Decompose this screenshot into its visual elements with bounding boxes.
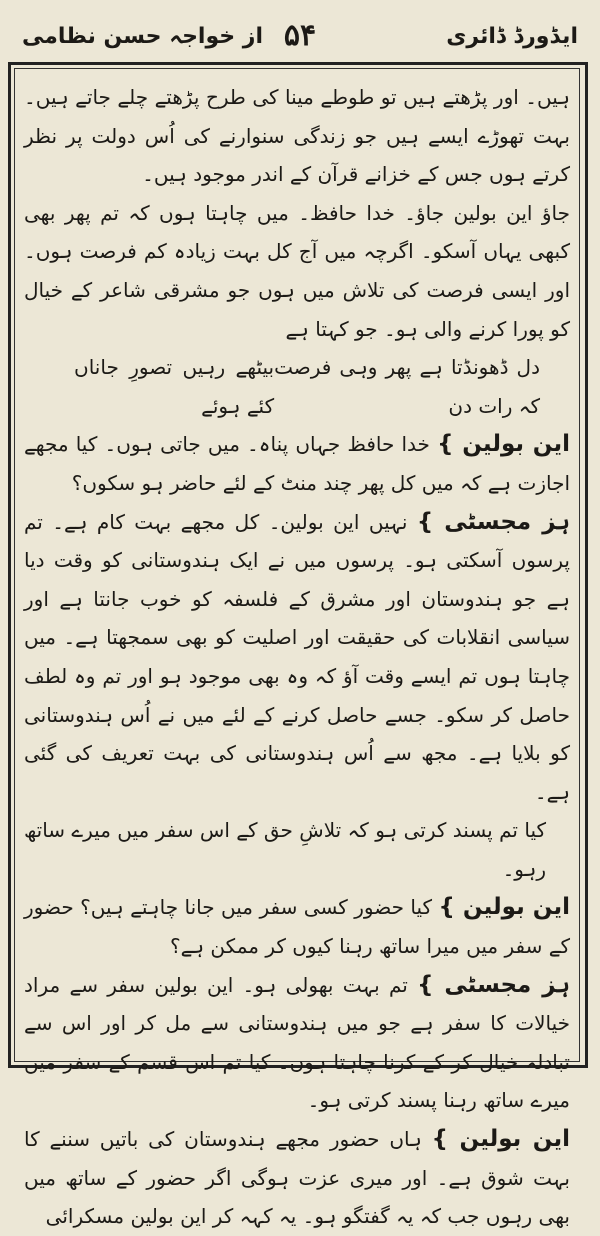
speaker-label: ہز مجسٹی } — [417, 971, 570, 998]
speaker-label: ہز مجسٹی } — [416, 508, 571, 535]
paragraph: ہیں۔ اور پڑھتے ہیں تو طوطے مینا کی طرح پڑھتے چلے جاتے ہیں۔ بہت تھوڑے ایسے ہیں جو زندگی سنوارنے کی اُس دولت پر نظر کرتے ہوں جس کے خزانے قرآن کے اندر موجود ہیں۔ — [24, 85, 570, 187]
dialogue-line — [24, 503, 570, 812]
body-text — [24, 78, 571, 1229]
dialogue-text: خدا حافظ جہاں پناہ۔ میں جاتی ہوں۔ کیا مجھے اجازت ہے کہ میں کل پھر چند منٹ کے لئے حاضر ہو سکوں؟ — [24, 432, 570, 495]
speaker-label: این بولین } — [438, 894, 570, 921]
verse-first-line: دل ڈھونڈتا ہے پھر وہی فرصت کہ رات دن — [274, 355, 540, 418]
speaker-label: این بولین } — [431, 1126, 570, 1153]
verse-second-line: بیٹھے رہیں تصورِ جاناں کئے ہوئے — [74, 355, 275, 418]
author-credit: از خواجہ حسن نظامی — [22, 24, 263, 49]
running-head — [18, 14, 582, 58]
book-title: ایڈورڈ ڈائری — [446, 24, 578, 49]
dialogue-text: ہاں حضور مجھے ہندوستان کی باتیں سننے کا بہت شوق ہے۔ اور میری عزت ہوگی اگر حضور کے ساتھ میں بھی رہوں جب کہ یہ گفتگو ہو۔ یہ کہہ کر این بولین مسکرائی — [24, 1127, 570, 1229]
paragraph: کیا تم پسند کرتی ہو کہ تلاشِ حق کے اس سفر میں میرے ساتھ رہو۔ — [24, 818, 546, 881]
dialogue-line — [24, 1120, 570, 1236]
dialogue-text: تم بہت بھولی ہو۔ این بولین سفر سے مراد خیالات کا سفر ہے جو میں ہندوستانی سے مل کر اور اس سے تبادلہ خیال کر کے کرنا چاہتا ہوں۔ کیا تم اس قسم کے سفر میں میرے ساتھ رہنا پسند کرتی ہو۔ — [24, 972, 570, 1113]
dialogue-line — [24, 888, 570, 965]
dialogue-line — [24, 425, 570, 502]
dialogue-text: کیا حضور کسی سفر میں جانا چاہتے ہیں؟ حضور کے سفر میں میرا ساتھ رہنا کیوں کر ممکن ہے؟ — [24, 895, 570, 959]
dialogue-text: نہیں این بولین۔ کل مجھے بہت کام ہے۔ تم پرسوں آسکتی ہو۔ پرسوں میں نے ایک ہندوستانی کو وقت دیا ہے جو ہندوستان اور مشرق کے فلسفہ کو خوب جانتا ہے اور سیاسی انقلابات کی حقیقت اور اصلیت کو بھی سمجھتا ہے۔ میں چاہتا ہوں تم ایسے وقت آؤ کہ وہ بھی موجود ہو اور تم وہ لطف حاصل کر سکو۔ جسے حاصل کرنے کے لئے میں نے اُس ہندوستانی کو بلایا ہے۔ مجھ سے اُس ہندوستانی کی بہت تعریف کی گئی ہے۔ — [24, 509, 570, 804]
speaker-label: این بولین } — [437, 431, 571, 458]
page-number: ۵۴ — [283, 18, 317, 53]
verse-couplet — [24, 348, 570, 425]
dialogue-line — [24, 966, 570, 1120]
paragraph: جاؤ این بولین جاؤ۔ خدا حافظ۔ میں چاہتا ہوں کہ تم پھر بھی کبھی یہاں آسکو۔ اگرچہ میں آج کل بہت زیادہ کم فرصت ہوں۔ اور ایسی فرصت کی تلاش میں ہوں جو مشرقی شاعر کے خیال کو پورا کرنے والی ہو۔ جو کہتا ہے — [24, 200, 570, 341]
